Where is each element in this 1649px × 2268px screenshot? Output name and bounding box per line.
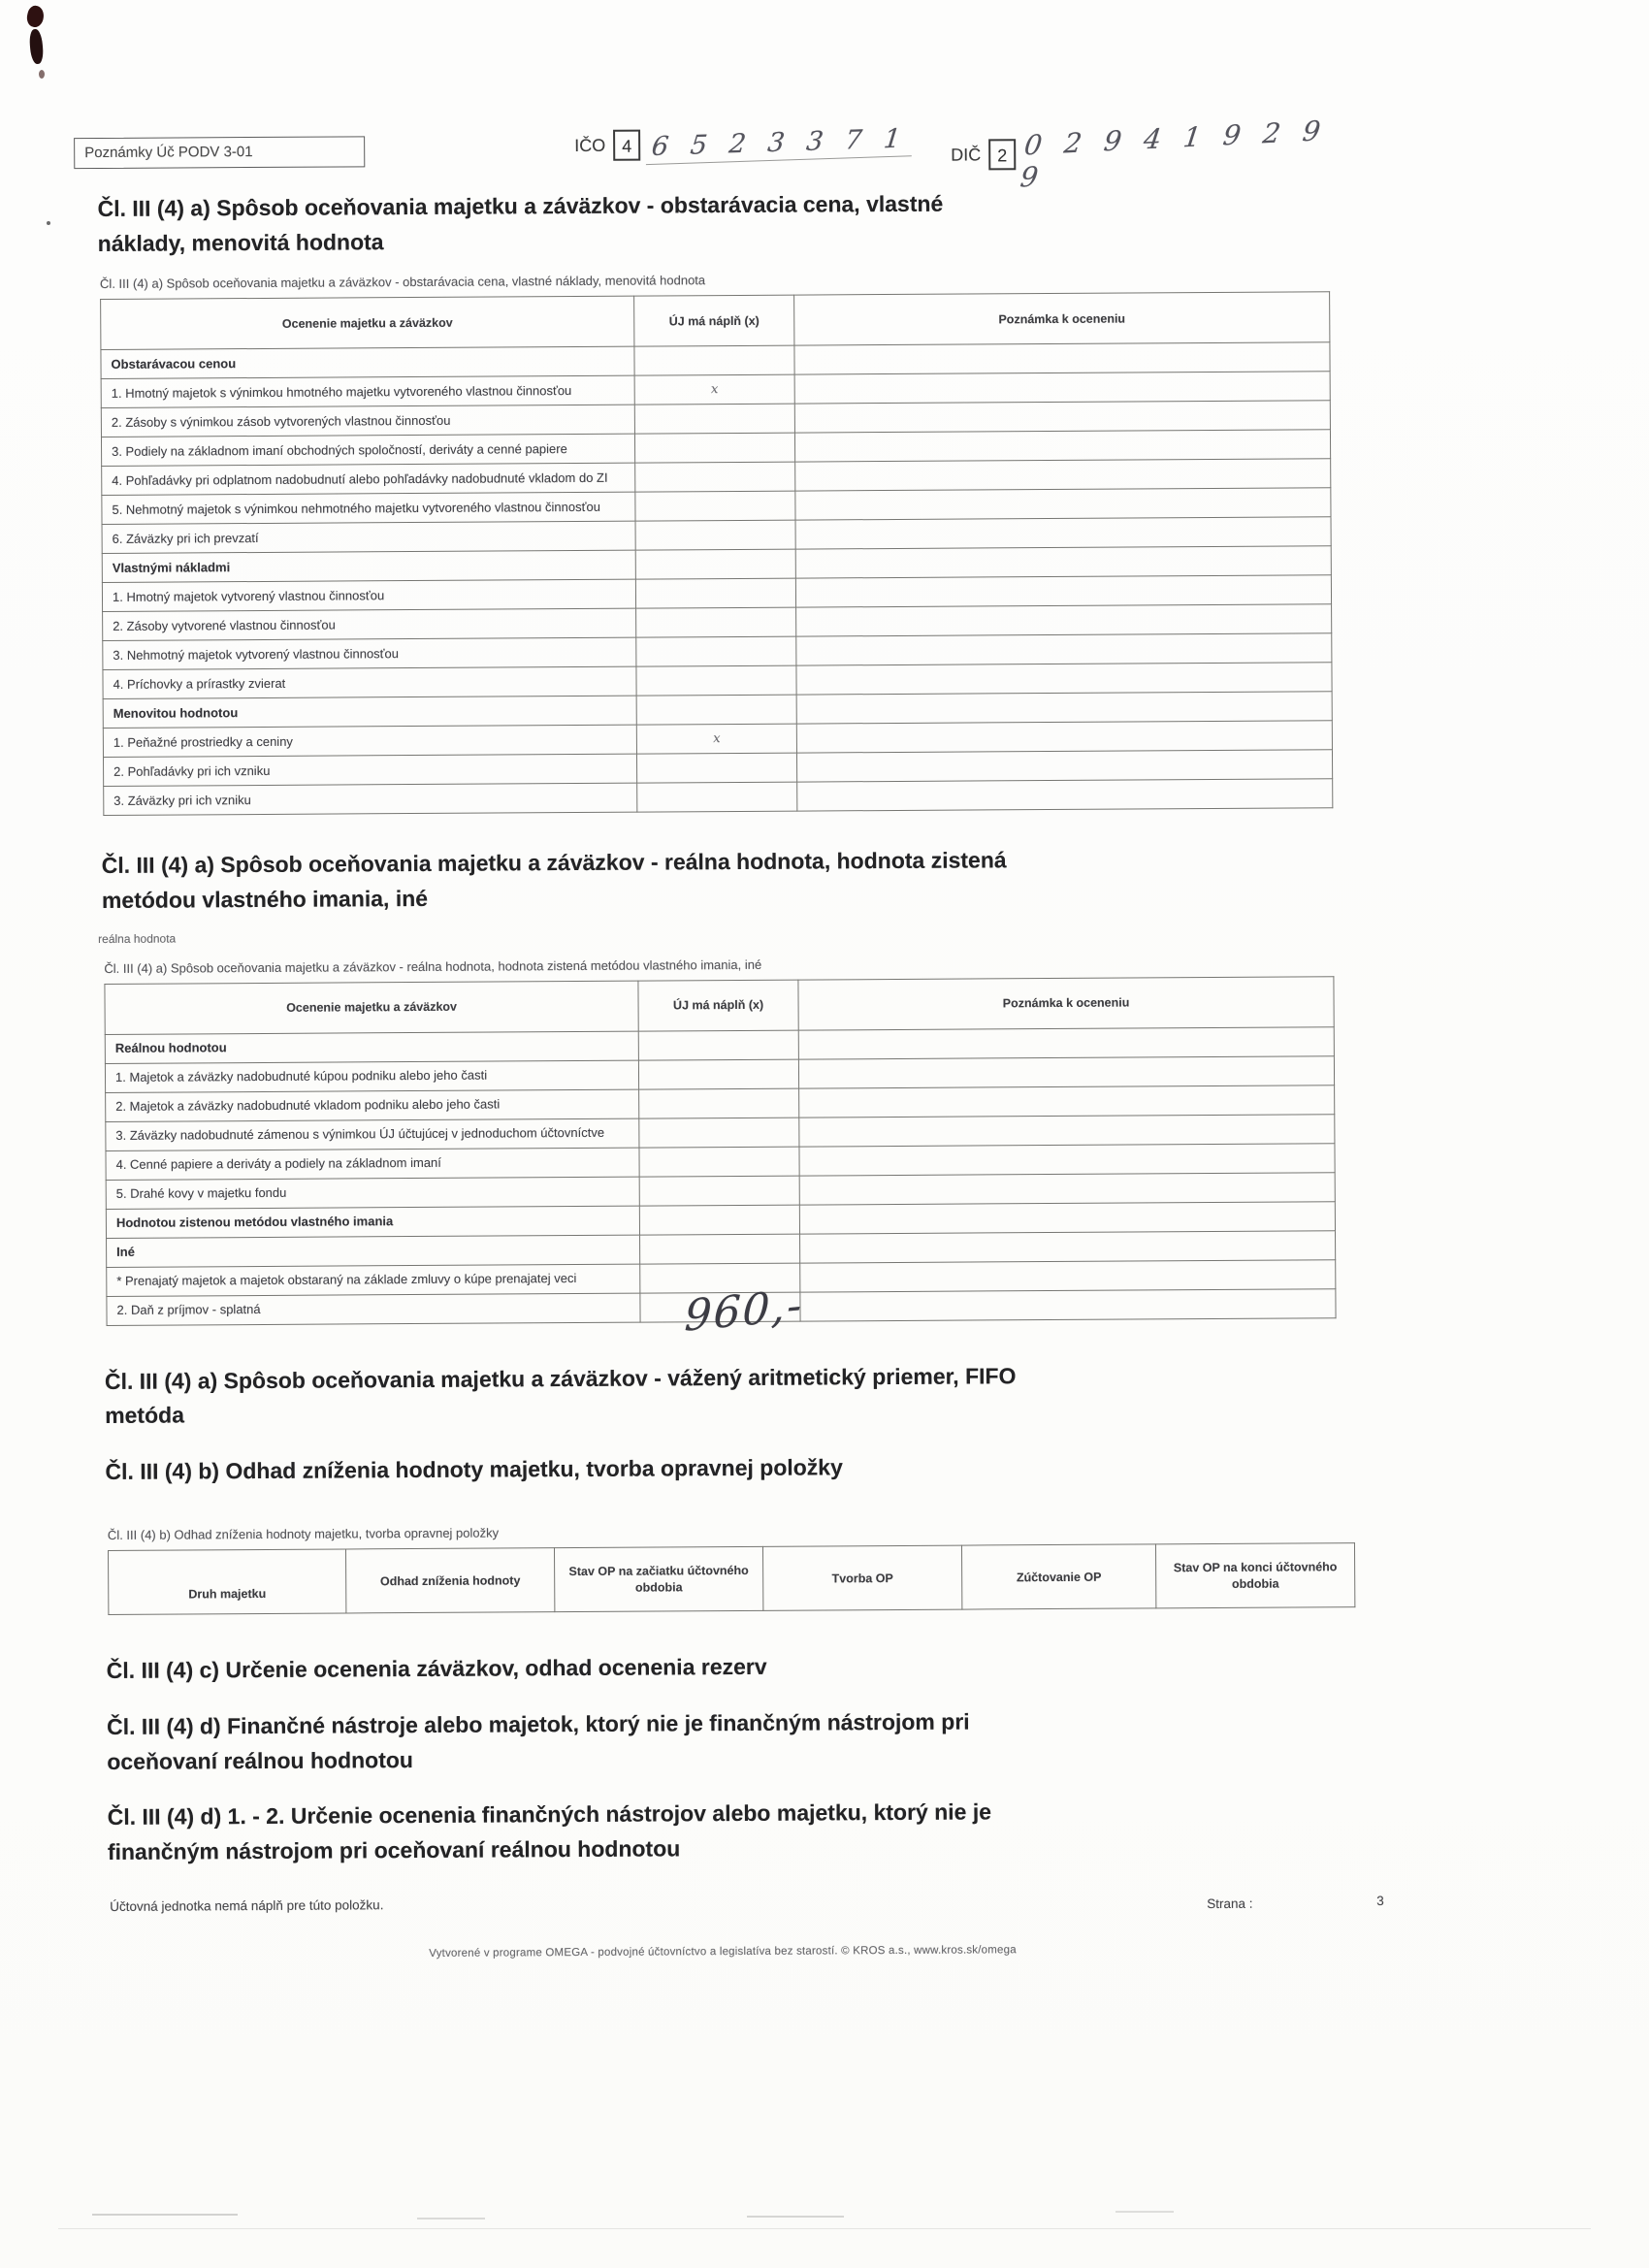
- row-mark: [635, 549, 795, 579]
- row-label: 5. Drahé kovy v majetku fondu: [106, 1177, 639, 1209]
- column-header: Stav OP na konci účtovného obdobia: [1155, 1543, 1354, 1608]
- row-note: [796, 604, 1332, 636]
- row-label: 2. Zásoby s výnimkou zásob vytvorených vlastnou činnosťou: [101, 405, 634, 437]
- row-mark: [639, 1205, 799, 1235]
- row-label: Obstarávacou cenou: [101, 346, 634, 378]
- row-mark: [637, 782, 797, 812]
- section-title-line: Čl. III (4) a) Spôsob oceňovania majetku a záväzkov - reálna hodnota, hodnota zistená: [101, 847, 1007, 879]
- row-mark: [635, 520, 795, 550]
- table-header-row: [108, 1543, 1354, 1615]
- column-header: ÚJ má náplň (x): [638, 980, 798, 1031]
- row-label: Vlastnými nákladmi: [102, 550, 635, 582]
- page-number: 3: [1376, 1893, 1384, 1908]
- column-header: Druh majetku: [108, 1549, 345, 1614]
- dic-label: DIČ: [951, 144, 982, 165]
- row-mark: [635, 578, 795, 608]
- row-note: [798, 1026, 1334, 1058]
- row-label: 1. Peňažné prostriedky a ceniny: [103, 725, 636, 757]
- page-footer-row: [108, 1892, 1384, 1923]
- row-mark: [636, 665, 796, 696]
- ico-field: [574, 123, 913, 162]
- column-header: Ocenenie majetku a záväzkov: [101, 296, 634, 349]
- row-note: [799, 1201, 1335, 1233]
- scan-artifact: [417, 2218, 485, 2219]
- row-note: [796, 692, 1332, 724]
- column-header: Zúčtovanie OP: [961, 1544, 1155, 1609]
- row-label: * Prenajatý majetok a majetok obstaraný na základe zmluvy o kúpe prenajatej veci: [107, 1264, 640, 1296]
- row-note: [794, 401, 1330, 433]
- section-title-line: Čl. III (4) b) Odhad zníženia hodnoty majetku, tvorba opravnej položky: [105, 1454, 843, 1484]
- row-mark: [639, 1147, 799, 1177]
- software-credit: Vytvorené v programe OMEGA - podvojné účtovníctvo a legislatíva bez starostí. © KROS a.s., www.kros.sk/omega: [429, 1943, 1017, 1960]
- scan-artifact: [58, 2228, 1591, 2229]
- section-title-line: Čl. III (4) d) 1. - 2. Určenie ocenenia finančných nástrojov alebo majetku, ktorý nie je: [107, 1798, 992, 1831]
- section-title-line: náklady, menovitá hodnota: [97, 228, 384, 256]
- table-row: [104, 779, 1333, 816]
- dic-handwritten-value: 0 2 9 4 1 9 2 9 9: [1018, 114, 1330, 194]
- section-5-title: [107, 1647, 1251, 1689]
- section-1-title: [97, 185, 1242, 261]
- row-label: 1. Majetok a záväzky nadobudnuté kúpou podniku alebo jeho časti: [105, 1060, 638, 1092]
- section-4-title: [105, 1448, 1249, 1490]
- document-body: [84, 114, 1384, 1961]
- row-mark: [640, 1234, 800, 1264]
- scan-artifact: [28, 29, 44, 65]
- op-table: [108, 1543, 1355, 1616]
- section-title-line: Čl. III (4) d) Finančné nástroje alebo majetok, ktorý nie je finančným nástrojom pri: [107, 1708, 970, 1740]
- row-mark: [634, 345, 794, 375]
- section-4-caption: Čl. III (4) b) Odhad zníženia hodnoty majetku, tvorba opravnej položky: [107, 1525, 500, 1543]
- row-note: [798, 1055, 1334, 1087]
- valuation-table-1: [100, 292, 1333, 817]
- handwritten-note: 960,-: [683, 1280, 805, 1342]
- section-title-line: Čl. III (4) a) Spôsob oceňovania majetku a záväzkov - obstarávacia cena, vlastné: [97, 190, 944, 221]
- row-mark: [638, 1030, 798, 1060]
- column-header: Odhad zníženia hodnoty: [345, 1548, 554, 1613]
- stray-caption: reálna hodnota: [98, 931, 177, 946]
- op-table-wrap: [106, 1543, 1357, 1616]
- row-mark: [634, 433, 794, 463]
- row-label: 5. Nehmotný majetok s výnimkou nehmotného majetku vytvoreného vlastnou činnosťou: [102, 492, 635, 524]
- scan-artifact: [39, 70, 45, 79]
- row-mark: x: [634, 374, 794, 405]
- column-header: Stav OP na začiatku účtovného obdobia: [554, 1547, 762, 1612]
- row-note: [795, 488, 1331, 520]
- section-title-line: Čl. III (4) a) Spôsob oceňovania majetku a záväzkov - vážený aritmetický priemer, FIFO: [104, 1362, 1017, 1394]
- row-label: 3. Nehmotný majetok vytvorený vlastnou činnosťou: [103, 637, 636, 669]
- page-label: Strana :: [1207, 1895, 1253, 1911]
- scan-artifact: [92, 2214, 238, 2216]
- row-note: [799, 1114, 1335, 1146]
- ico-boxed-digit: 4: [613, 130, 640, 161]
- row-label: Iné: [107, 1235, 640, 1267]
- section-3-title: [105, 1357, 1249, 1433]
- table-header-row: [101, 292, 1330, 350]
- section-6-title: [107, 1703, 1251, 1779]
- row-note: [799, 1085, 1335, 1117]
- row-note: [795, 517, 1331, 549]
- section-title-line: finančným nástrojom pri oceňovaní reálnou hodnotou: [107, 1835, 681, 1865]
- row-note: [800, 1259, 1336, 1291]
- scan-artifact: [747, 2216, 844, 2218]
- row-note: [796, 750, 1332, 782]
- row-mark: [635, 491, 795, 521]
- ico-label: IČO: [574, 135, 606, 155]
- section-title-line: metódou vlastného imania, iné: [101, 885, 429, 913]
- row-mark: [638, 1059, 798, 1089]
- row-mark: [636, 753, 796, 783]
- row-note: [795, 575, 1331, 607]
- row-label: 1. Hmotný majetok s výnimkou hmotného majetku vytvoreného vlastnou činnosťou: [101, 375, 634, 407]
- row-label: 2. Pohľadávky pri ich vzniku: [103, 754, 636, 786]
- row-note: [799, 1172, 1335, 1204]
- scan-artifact: [25, 4, 47, 28]
- row-note: [796, 633, 1332, 665]
- row-label: 4. Cenné papiere a deriváty a podiely na základnom imaní: [106, 1148, 639, 1180]
- row-label: 6. Záväzky pri ich prevzatí: [102, 521, 635, 553]
- row-label: 4. Pohľadávky pri odplatnom nadobudnutí alebo pohľadávky nadobudnuté vkladom do ZI: [102, 463, 635, 495]
- section-title-line: metóda: [105, 1402, 185, 1429]
- valuation-table-2: [104, 976, 1336, 1326]
- section-title-line: Čl. III (4) c) Určenie ocenenia záväzkov, odhad ocenenia rezerv: [106, 1654, 767, 1684]
- row-note: [796, 721, 1332, 753]
- form-code-box: [74, 136, 365, 169]
- row-mark: [639, 1118, 799, 1148]
- valuation-table-2-wrap: [102, 976, 1355, 1342]
- column-header: ÚJ má náplň (x): [634, 295, 794, 346]
- scan-artifact: [1116, 2211, 1174, 2213]
- dic-field: [951, 114, 1348, 194]
- row-mark: [635, 462, 795, 492]
- row-label: 4. Príchovky a prírastky zvierat: [103, 666, 636, 698]
- section-7-title: [108, 1794, 1252, 1869]
- column-header: Poznámka k oceneniu: [794, 292, 1330, 345]
- row-label: 1. Hmotný majetok vytvorený vlastnou činnosťou: [102, 579, 635, 611]
- row-note: [800, 1288, 1336, 1320]
- scan-artifact: [47, 221, 50, 225]
- column-header: Tvorba OP: [762, 1546, 961, 1611]
- dic-boxed-digit: 2: [988, 139, 1016, 170]
- row-note: [797, 779, 1333, 811]
- column-header: Ocenenie majetku a záväzkov: [105, 981, 638, 1034]
- row-mark: [639, 1088, 799, 1118]
- row-mark: [636, 695, 796, 725]
- row-mark: x: [636, 724, 796, 754]
- ico-handwritten-value: 6 5 2 3 3 7 1: [646, 123, 915, 165]
- row-mark: [636, 636, 796, 666]
- row-note: [796, 663, 1332, 695]
- row-label: 3. Záväzky nadobudnuté zámenou s výnimkou ÚJ účtujúcej v jednoduchom účtovníctve: [106, 1118, 639, 1150]
- row-label: Reálnou hodnotou: [105, 1031, 638, 1063]
- no-content-note: Účtovná jednotka nemá náplň pre túto položku.: [110, 1896, 384, 1914]
- row-label: 2. Daň z príjmov - splatná: [107, 1293, 640, 1325]
- row-label: 3. Záväzky pri ich vzniku: [104, 783, 637, 815]
- row-label: Hodnotou zistenou metódou vlastného imania: [106, 1206, 639, 1238]
- row-note: [794, 430, 1330, 462]
- section-2-title: [102, 842, 1246, 918]
- row-note: [794, 372, 1330, 404]
- table-header-row: [105, 976, 1334, 1034]
- row-mark: [634, 404, 794, 434]
- row-label: 2. Zásoby vytvorené vlastnou činnosťou: [103, 608, 636, 640]
- document-header: [84, 114, 1348, 194]
- valuation-table-1-wrap: [98, 291, 1352, 816]
- row-label: 3. Podiely na základnom imaní obchodných spoločností, deriváty a cenné papiere: [101, 434, 634, 466]
- row-note: [799, 1143, 1335, 1175]
- form-code: Poznámky Úč PODV 3-01: [84, 144, 253, 162]
- row-note: [794, 342, 1330, 374]
- row-label: 2. Majetok a záväzky nadobudnuté vkladom podniku alebo jeho časti: [106, 1089, 639, 1121]
- row-note: [795, 459, 1331, 491]
- row-note: [800, 1230, 1336, 1262]
- section-title-line: oceňovaní reálnou hodnotou: [107, 1746, 414, 1774]
- section-2-caption: Čl. III (4) a) Spôsob oceňovania majetku a záväzkov - reálna hodnota, hodnota zistená metódou vlastného imania, iné: [104, 956, 762, 976]
- row-mark: [636, 607, 796, 637]
- column-header: Poznámka k oceneniu: [798, 976, 1334, 1029]
- row-note: [795, 546, 1331, 578]
- section-1-caption: Čl. III (4) a) Spôsob oceňovania majetku a záväzkov - obstarávacia cena, vlastné náklady, menovitá hodnota: [99, 273, 706, 292]
- row-mark: [639, 1176, 799, 1206]
- row-label: Menovitou hodnotou: [103, 696, 636, 728]
